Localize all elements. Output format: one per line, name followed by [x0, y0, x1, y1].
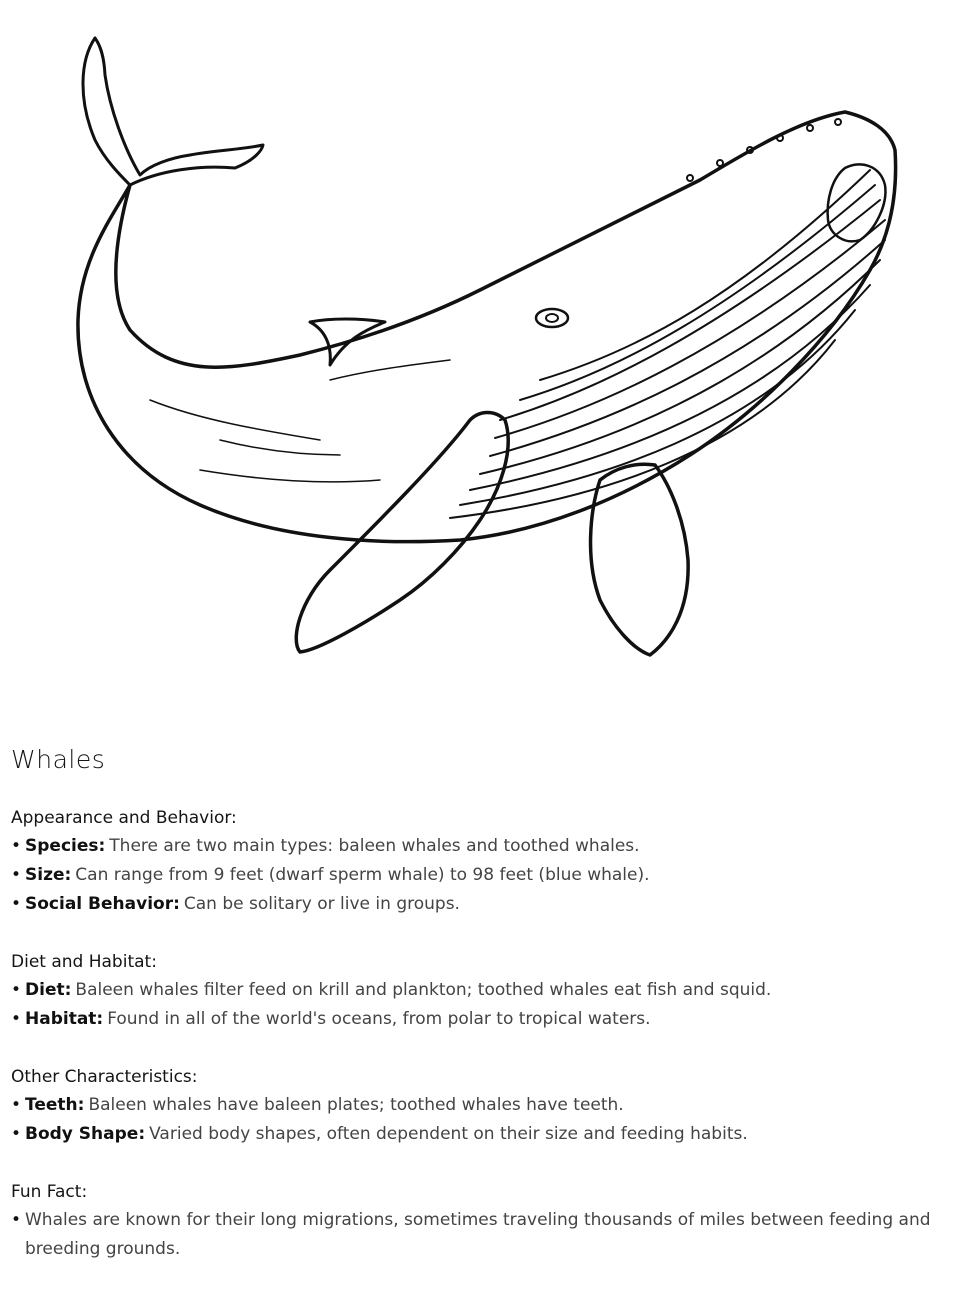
item-label: Habitat: — [25, 1009, 104, 1029]
list-item — [11, 890, 941, 919]
bullet-dot: • — [11, 1095, 22, 1115]
item-label: Body Shape: — [25, 1124, 146, 1144]
bullet-dot: • — [11, 1210, 22, 1230]
item-label: Size: — [25, 865, 72, 885]
fun-fact-text: Whales are known for their long migrations, sometimes traveling thousands of miles between feeding and breeding grounds. — [25, 1210, 931, 1259]
section-heading: Other Characteristics: — [11, 1067, 198, 1087]
item-text: Can range from 9 feet (dwarf sperm whale) to 98 feet (blue whale). — [75, 865, 650, 885]
item-text: Baleen whales filter feed on krill and plankton; toothed whales eat fish and squid. — [75, 980, 772, 1000]
list-item — [11, 1005, 941, 1034]
whale-pectoral-fin — [296, 413, 508, 653]
item-label: Diet: — [25, 980, 72, 1000]
section-fun-fact — [11, 1178, 941, 1264]
item-label: Teeth: — [25, 1095, 85, 1115]
bullet-dot: • — [11, 980, 22, 1000]
section-diet-habitat — [11, 948, 941, 1034]
section-appearance-behavior — [11, 804, 941, 919]
bullet-dot: • — [11, 894, 22, 914]
section-other-characteristics — [11, 1063, 941, 1149]
item-text: Found in all of the world's oceans, from polar to tropical waters. — [107, 1009, 651, 1029]
whale-eye — [536, 309, 568, 327]
section-heading: Appearance and Behavior: — [11, 808, 237, 828]
list-item — [11, 1120, 941, 1149]
item-text: There are two main types: baleen whales and toothed whales. — [109, 836, 640, 856]
bullet-dot: • — [11, 1124, 22, 1144]
section-heading: Fun Fact: — [11, 1182, 88, 1202]
section-heading: Diet and Habitat: — [11, 952, 157, 972]
list-item — [11, 861, 941, 890]
item-text: Can be solitary or live in groups. — [183, 894, 460, 914]
list-item — [11, 1091, 941, 1120]
whale-tail-fluke — [83, 38, 263, 185]
bullet-dot: • — [11, 865, 22, 885]
item-label: Species: — [25, 836, 106, 856]
item-label: Social Behavior: — [25, 894, 180, 914]
item-text: Varied body shapes, often dependent on their size and feeding habits. — [149, 1124, 748, 1144]
item-text: Baleen whales have baleen plates; toothed whales have teeth. — [88, 1095, 624, 1115]
bullet-dot: • — [11, 836, 22, 856]
list-item — [11, 1206, 941, 1264]
page-title: Whales — [11, 745, 106, 774]
list-item — [11, 976, 941, 1005]
whale-dorsal-fin — [310, 319, 385, 365]
bullet-dot: • — [11, 1009, 22, 1029]
info-text-block — [11, 742, 941, 1293]
whale-back-fin — [591, 464, 689, 655]
list-item — [11, 832, 941, 861]
